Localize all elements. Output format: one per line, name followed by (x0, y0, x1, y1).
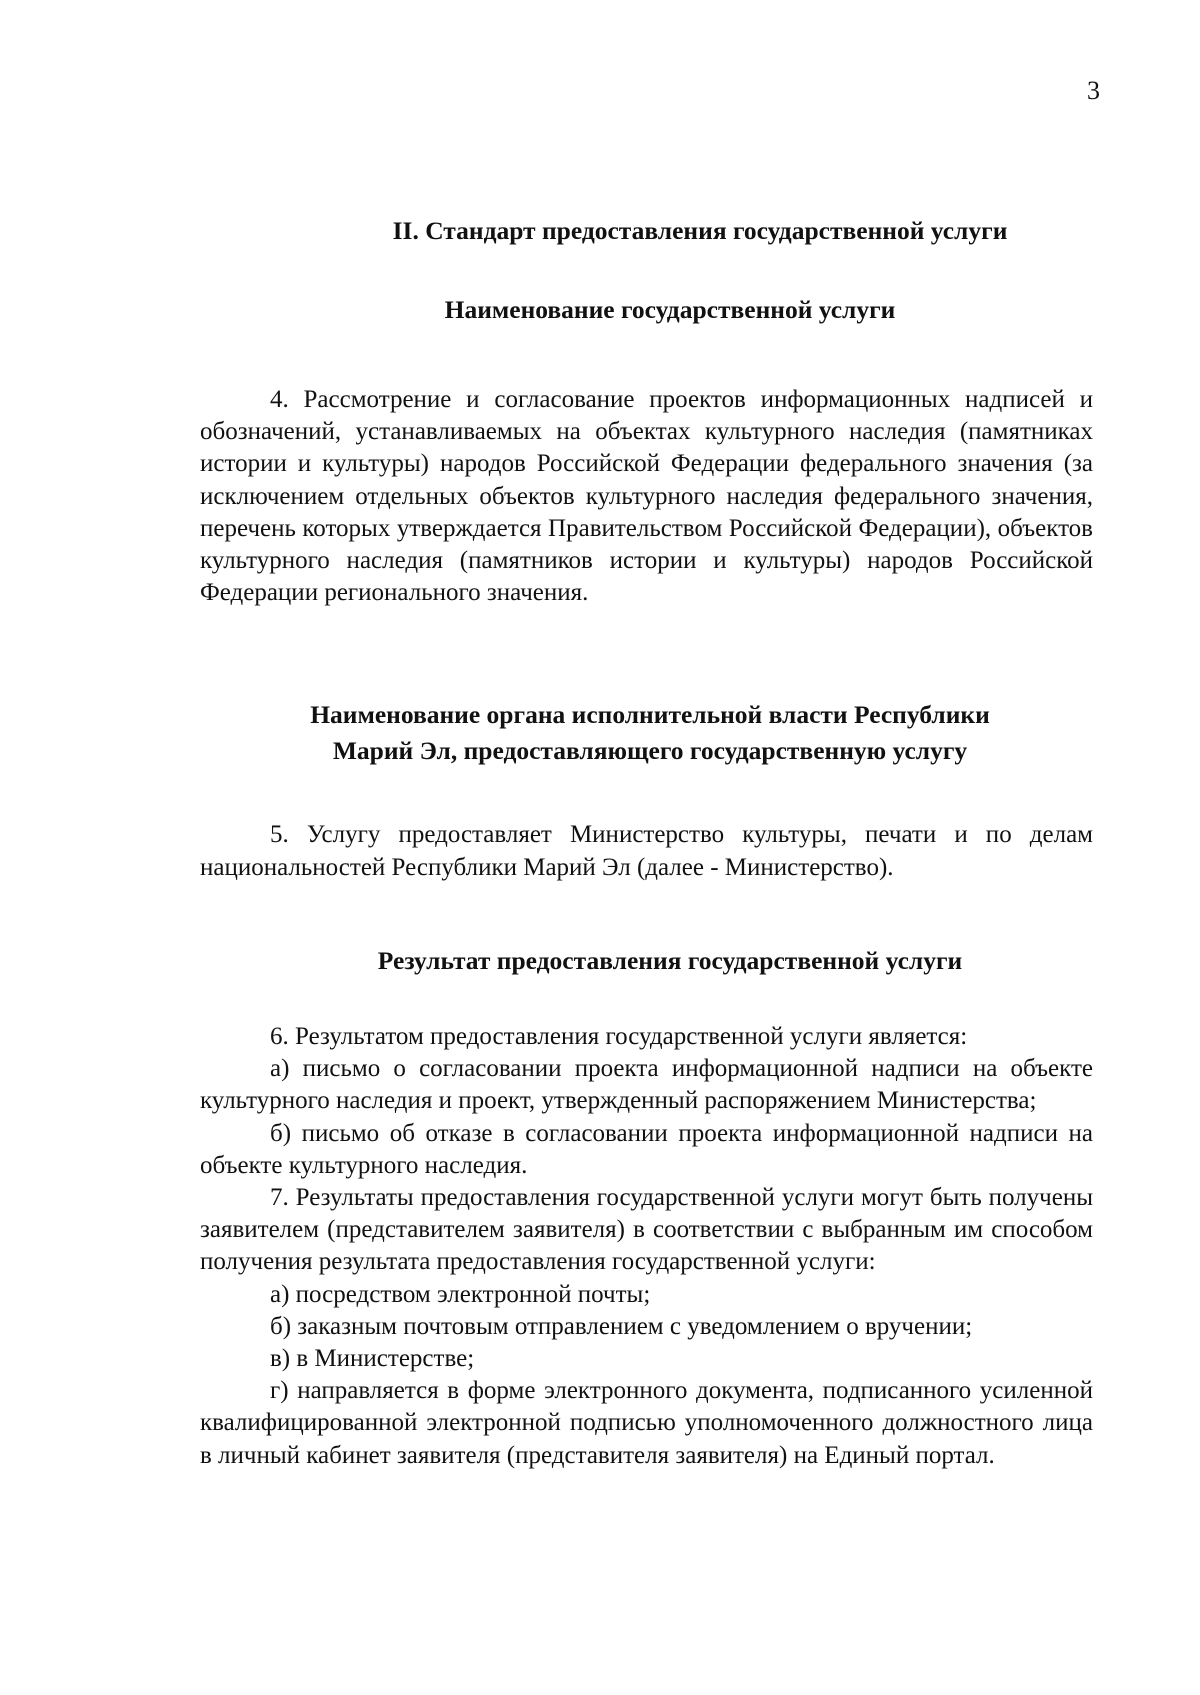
section-heading: II. Стандарт предоставления государственной услуги (392, 216, 1008, 245)
subheading-authority-line-1: Наименование органа исполнительной власти Республики (310, 700, 990, 729)
subheading-authority-line-2: Марий Эл, предоставляющего государственную услугу (332, 736, 968, 765)
paragraph-7d: г) направляется в форме электронного документа, подписанного усиленной квалифицированной электронной подписью уполномоченного должностного лица в личный кабинет заявителя (представителя заявителя) на Единый портал. (200, 1377, 1093, 1469)
paragraph-7c: в) в Министерстве; (270, 1345, 475, 1373)
paragraph-6: 6. Результатом предоставления государственной услуги является: (270, 1023, 968, 1050)
paragraph-7: 7. Результаты предоставления государственной услуги могут быть получены заявителем (представителем заявителя) в соответствии с выбранным им способом получения результата предоставления государственной услуги: (200, 1184, 1093, 1276)
page-number: 3 (1087, 76, 1100, 105)
paragraph-block-4 (200, 384, 1093, 609)
paragraph-block-5 (200, 818, 1093, 884)
paragraph-5: 5. Услугу предоставляет Министерство культуры, печати и по делам национальностей Республики Марий Эл (далее - Министерство). (200, 821, 1093, 881)
subheading-result: Результат предоставления государственной услуги (377, 946, 963, 975)
subheading-authority (200, 697, 1100, 769)
paragraph-6b: б) письмо об отказе в согласовании проекта информационной надписи на объекте культурного наследия. (200, 1119, 1093, 1179)
paragraph-6a: а) письмо о согласовании проекта информационной надписи на объекте культурного наследия и проект, утвержденный распоряжением Министерства; (200, 1055, 1093, 1115)
paragraph-4: 4. Рассмотрение и согласование проектов информационных надписей и обозначений, устанавливаемых на объектах культурного наследия (памятниках истории и культуры) народов Российской Федерации федерального значения (за исключением отдельных объектов культурного наследия федерального значения, перечень которых утверждается Правительством Российской Федерации), объектов культурного наследия (памятников истории и культуры) народов Российской Федерации регионального значения. (200, 386, 1093, 607)
paragraph-7a: а) посредством электронной почты; (270, 1280, 651, 1308)
paragraph-7b: б) заказным почтовым отправлением с уведомлением о вручении; (270, 1312, 973, 1340)
paragraph-block-6-7 (200, 1021, 1093, 1472)
subheading-service-name: Наименование государственной услуги (444, 295, 896, 324)
